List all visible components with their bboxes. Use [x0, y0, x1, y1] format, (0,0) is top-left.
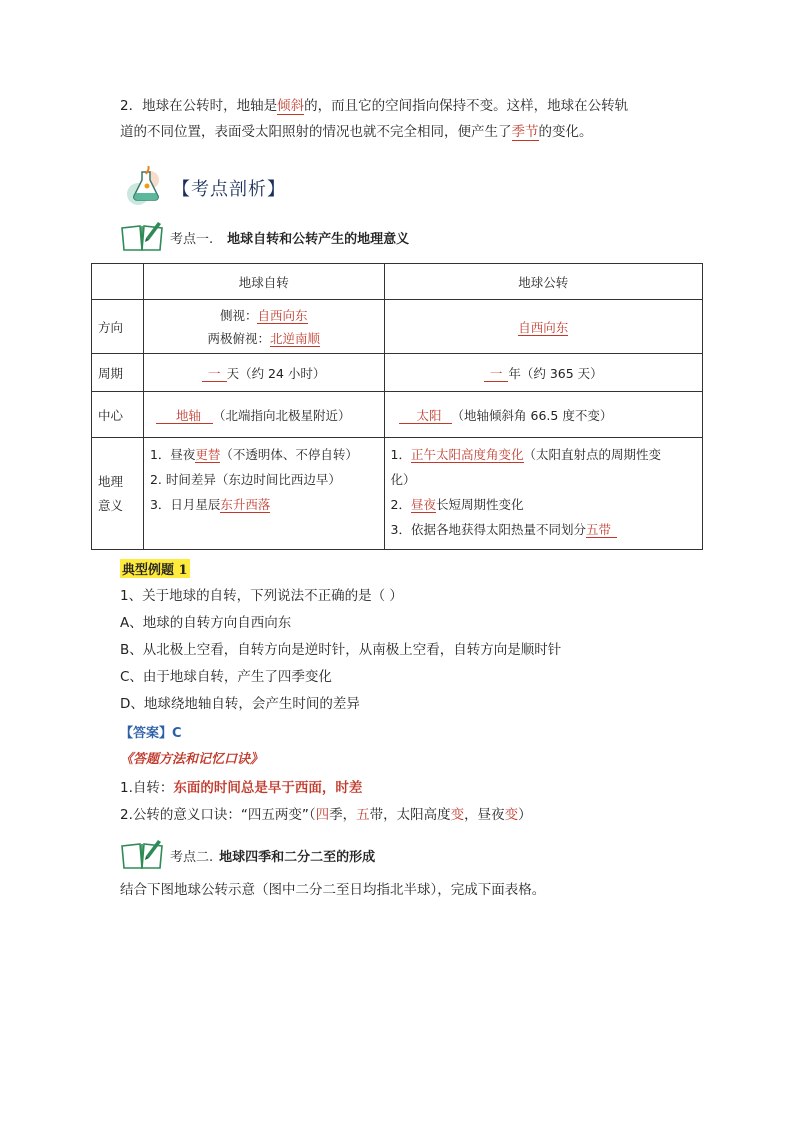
table-cell — [92, 264, 144, 300]
keyword: 昼夜 — [410, 497, 436, 512]
cell-revolution-direction — [384, 300, 702, 354]
cell-text: 1． — [390, 447, 411, 462]
cell-text: （不透明体、不停自转） — [220, 447, 358, 462]
cell-rotation-center — [143, 392, 384, 438]
option-a: A、地球的自转方向自西向东 — [120, 615, 292, 631]
cell-text: （地轴倾斜角 66.5 度不变） — [451, 407, 613, 423]
cell-text: 地理 — [98, 473, 124, 489]
example-label: 典型例题 1 — [120, 559, 190, 578]
keypoint-label: 考点二. — [170, 849, 214, 865]
rotation-revolution-table — [91, 263, 703, 550]
section-title: 【考点剖析】 — [172, 179, 286, 200]
cell-text: 1．昼夜 — [149, 447, 196, 462]
keyword: 太阳 — [399, 408, 452, 424]
cell-text: 3．日月星辰 — [149, 497, 221, 512]
keypoint-label: 考点一. — [170, 231, 214, 247]
book-pencil-icon — [120, 218, 164, 256]
keyword: 东升西落 — [220, 497, 271, 512]
keyword: 五带 — [586, 522, 617, 538]
keyword-tilted: 倾斜 — [277, 98, 305, 114]
row-label-center: 中心 — [92, 392, 144, 438]
cell-text: 2. 时间差异（东边时间比西边早） — [149, 472, 341, 487]
keypoint-title: 地球自转和公转产生的地理意义 — [227, 231, 410, 247]
cell-rotation-period — [143, 354, 384, 392]
cell-text: 3．依据各地获得太阳热量不同划分 — [390, 522, 586, 537]
keypoint-1-header — [120, 218, 409, 256]
keyword: 更替 — [195, 447, 221, 462]
option-d: D、地球绕地轴自转，会产生时间的差异 — [120, 696, 360, 712]
tip-emphasis: 变 — [504, 807, 519, 823]
table-row — [92, 392, 703, 438]
tip-text: ） — [518, 807, 532, 823]
cell-text: 意义 — [98, 497, 124, 513]
tip-emphasis: 变 — [450, 807, 465, 823]
tip-text: 季， — [329, 807, 357, 823]
option-b: B、从北极上空看，自转方向是逆时针，从南极上空看，自转方向是顺时针 — [120, 642, 562, 658]
cell-rotation-direction — [143, 300, 384, 354]
intro-paragraph — [120, 93, 690, 145]
cell-text: 两极俯视： — [207, 330, 270, 346]
option-c: C、由于地球自转，产生了四季变化 — [120, 669, 332, 685]
table-row — [92, 264, 703, 300]
intro-text: 2．地球在公转时，地轴是 — [120, 98, 278, 114]
tip-2 — [120, 803, 532, 823]
cell-text: （太阳直射点的周期性变 — [523, 447, 662, 462]
keyword: 自西向东 — [518, 319, 569, 335]
question-text: 1、关于地球的自转，下列说法不正确的是（ ） — [120, 588, 403, 604]
table-row — [92, 300, 703, 354]
tip-text: 2.公转的意义口诀：“四五两变”（ — [120, 807, 316, 823]
row-label-period: 周期 — [92, 354, 144, 392]
instruction-text: 结合下图地球公转示意（图中二分二至日均指北半球），完成下面表格。 — [120, 882, 546, 898]
intro-text: 的，而且它的空间指向保持不变。这样，地球在公转轨 — [304, 98, 629, 114]
cell-text: 侧视： — [219, 307, 258, 323]
cell-revolution-significance — [384, 438, 702, 550]
keyword-season: 季节 — [511, 124, 539, 140]
tip-emphasis: 东面的时间总是早于西面，时差 — [173, 780, 363, 796]
cell-revolution-center — [384, 392, 702, 438]
tip-text: 带，太阳高度 — [369, 807, 451, 823]
keyword: 自西向东 — [257, 307, 308, 323]
book-pencil-icon — [120, 836, 164, 874]
keyword: 北逆南顺 — [269, 330, 320, 346]
flask-icon — [122, 166, 166, 210]
method-heading: 《答题方法和记忆口诀》 — [120, 752, 264, 767]
cell-revolution-period — [384, 354, 702, 392]
cell-text: 2． — [390, 497, 411, 512]
keyword: 正午太阳高度角变化 — [410, 447, 524, 462]
intro-text: 的变化。 — [538, 124, 593, 140]
header-revolution: 地球公转 — [384, 264, 702, 300]
cell-rotation-significance — [143, 438, 384, 550]
tip-1 — [120, 776, 362, 796]
table-row — [92, 354, 703, 392]
answer-text: 【答案】C — [120, 726, 182, 741]
table-row — [92, 438, 703, 550]
cell-text: （北端指向北极星附近） — [212, 407, 351, 423]
cell-text: 长短周期性变化 — [436, 497, 524, 512]
row-label-direction: 方向 — [92, 300, 144, 354]
header-rotation: 地球自转 — [143, 264, 384, 300]
keyword: 一 — [484, 366, 509, 382]
keypoint-2-header — [120, 836, 375, 874]
tip-text: 1.自转： — [120, 780, 174, 796]
tip-emphasis: 四 — [315, 807, 330, 823]
tip-emphasis: 五 — [356, 807, 370, 823]
cell-text: 年（约 365 天） — [508, 365, 603, 381]
keyword: 一 — [202, 366, 227, 382]
row-label-significance — [92, 438, 144, 550]
section-header — [122, 168, 286, 208]
keypoint-title: 地球四季和二分二至的形成 — [219, 849, 376, 865]
intro-text: 道的不同位置，表面受太阳照射的情况也就不完全相同，便产生了 — [120, 124, 512, 140]
cell-text: 天（约 24 小时） — [226, 365, 326, 381]
cell-text: 化） — [390, 472, 416, 487]
tip-text: ，昼夜 — [464, 807, 505, 823]
keyword: 地轴 — [156, 408, 213, 424]
